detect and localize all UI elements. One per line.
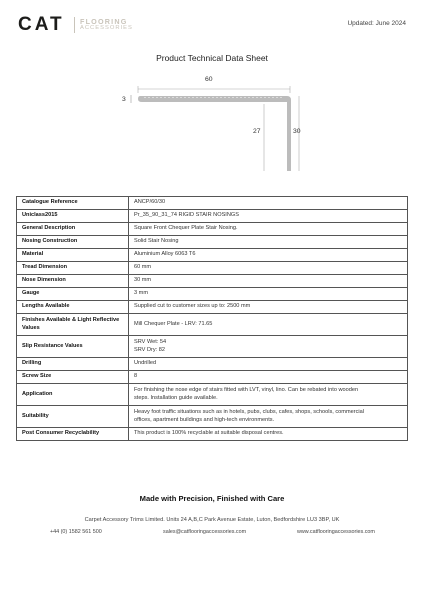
spec-label: Slip Resistance Values — [17, 336, 129, 358]
table-row — [17, 210, 408, 223]
spec-value-line: Heavy foot traffic situations such as in hotels, pubs, clubs, cafes, shops, schools, commercial — [134, 408, 364, 415]
spec-value-line: Aluminium Alloy 6063 T6 — [134, 251, 196, 258]
spec-label: Post Consumer Recyclability — [17, 428, 129, 441]
spec-label: Nose Dimension — [17, 275, 129, 288]
dim-thickness: 3 — [122, 96, 126, 103]
spec-label: Uniclass2015 — [17, 210, 129, 223]
footer-phone: +44 (0) 1582 561 500 — [50, 529, 102, 535]
specs-table — [16, 196, 408, 441]
spec-value-line: For finishing the nose edge of stairs fitted with LVT, vinyl, lino. Can be rebated into wooden — [134, 386, 359, 393]
table-row — [17, 428, 408, 441]
table-row — [17, 249, 408, 262]
spec-label: Tread Dimension — [17, 262, 129, 275]
logo-divider — [74, 17, 75, 33]
spec-value-line: ANCP/60/30 — [134, 199, 166, 206]
table-row — [17, 371, 408, 384]
brand-logo: CAT — [18, 14, 65, 35]
spec-value-line: 3 mm — [134, 290, 148, 297]
spec-value — [129, 275, 408, 288]
footer-website[interactable]: www.catflooringaccessories.com — [297, 529, 375, 535]
spec-value — [129, 336, 408, 358]
updated-date: Updated: June 2024 — [347, 20, 406, 27]
spec-label: Screw Size — [17, 371, 129, 384]
dim-outer-drop: 30 — [293, 128, 301, 135]
table-row — [17, 288, 408, 301]
nosing-profile — [138, 96, 291, 171]
spec-label: Nosing Construction — [17, 236, 129, 249]
table-row — [17, 314, 408, 336]
spec-value-line: steps. Installation guide available. — [134, 394, 218, 401]
profile-diagram — [110, 70, 310, 180]
page-title: Product Technical Data Sheet — [156, 53, 268, 63]
spec-value-line: offices, apartment buildings and high-tech environments. — [134, 416, 275, 423]
spec-label: General Description — [17, 223, 129, 236]
spec-label: Suitability — [17, 406, 129, 428]
spec-value-line: Supplied cut to customer sizes up to: 2500 mm — [134, 303, 251, 310]
spec-label: Catalogue Reference — [17, 197, 129, 210]
table-row — [17, 358, 408, 371]
spec-value — [129, 249, 408, 262]
spec-label: Lengths Available — [17, 301, 129, 314]
dim-width: 60 — [205, 76, 213, 83]
spec-value — [129, 428, 408, 441]
spec-value-line: Square Front Chequer Plate Stair Nosing. — [134, 225, 238, 232]
spec-label: Material — [17, 249, 129, 262]
spec-value — [129, 288, 408, 301]
header — [18, 14, 408, 38]
dim-inner-drop: 27 — [253, 128, 261, 135]
spec-value-line: Solid Stair Nosing — [134, 238, 179, 245]
table-row — [17, 336, 408, 358]
brand-sub-line2: ACCESSORIES — [80, 25, 133, 31]
table-row — [17, 262, 408, 275]
spec-value — [129, 210, 408, 223]
spec-value-line: 30 mm — [134, 277, 152, 284]
spec-value — [129, 358, 408, 371]
table-row — [17, 197, 408, 210]
footer-email[interactable]: sales@catflooringaccessories.com — [163, 529, 247, 535]
spec-value-line: SRV Dry: 82 — [134, 346, 165, 353]
spec-value-line: Undrilled — [134, 360, 157, 367]
spec-value — [129, 262, 408, 275]
spec-value-line: SRV Wet: 54 — [134, 338, 167, 345]
table-row — [17, 301, 408, 314]
spec-value — [129, 236, 408, 249]
spec-value — [129, 314, 408, 336]
table-row — [17, 384, 408, 406]
spec-value-line: Mill Chequer Plate - LRV: 71.65 — [134, 320, 213, 327]
spec-value — [129, 223, 408, 236]
spec-value — [129, 384, 408, 406]
spec-value — [129, 301, 408, 314]
table-row — [17, 406, 408, 428]
spec-label: Drilling — [17, 358, 129, 371]
spec-value-line: 8 — [134, 373, 138, 380]
footer-tagline: Made with Precision, Finished with Care — [139, 494, 285, 503]
spec-label: Gauge — [17, 288, 129, 301]
footer-address: Carpet Accessory Trims Limited. Units 24 A,B,C Park Avenue Estate, Luton, Bedfordshire LU3 3BP, UK — [84, 517, 340, 523]
profile-drawing — [110, 70, 310, 180]
spec-value-line: Pr_35_90_31_74 RIGID STAIR NOSINGS — [134, 212, 239, 219]
spec-value — [129, 406, 408, 428]
table-row — [17, 275, 408, 288]
spec-value-line: This product is 100% recyclable at suitable disposal centres. — [134, 430, 284, 437]
spec-label: Finishes Available & Light Reflective Values — [17, 314, 129, 336]
spec-value — [129, 371, 408, 384]
brand-sub-line1: FLOORING — [80, 17, 128, 26]
table-row — [17, 223, 408, 236]
table-row — [17, 236, 408, 249]
spec-value — [129, 197, 408, 210]
spec-value-line: 60 mm — [134, 264, 152, 271]
spec-label: Application — [17, 384, 129, 406]
